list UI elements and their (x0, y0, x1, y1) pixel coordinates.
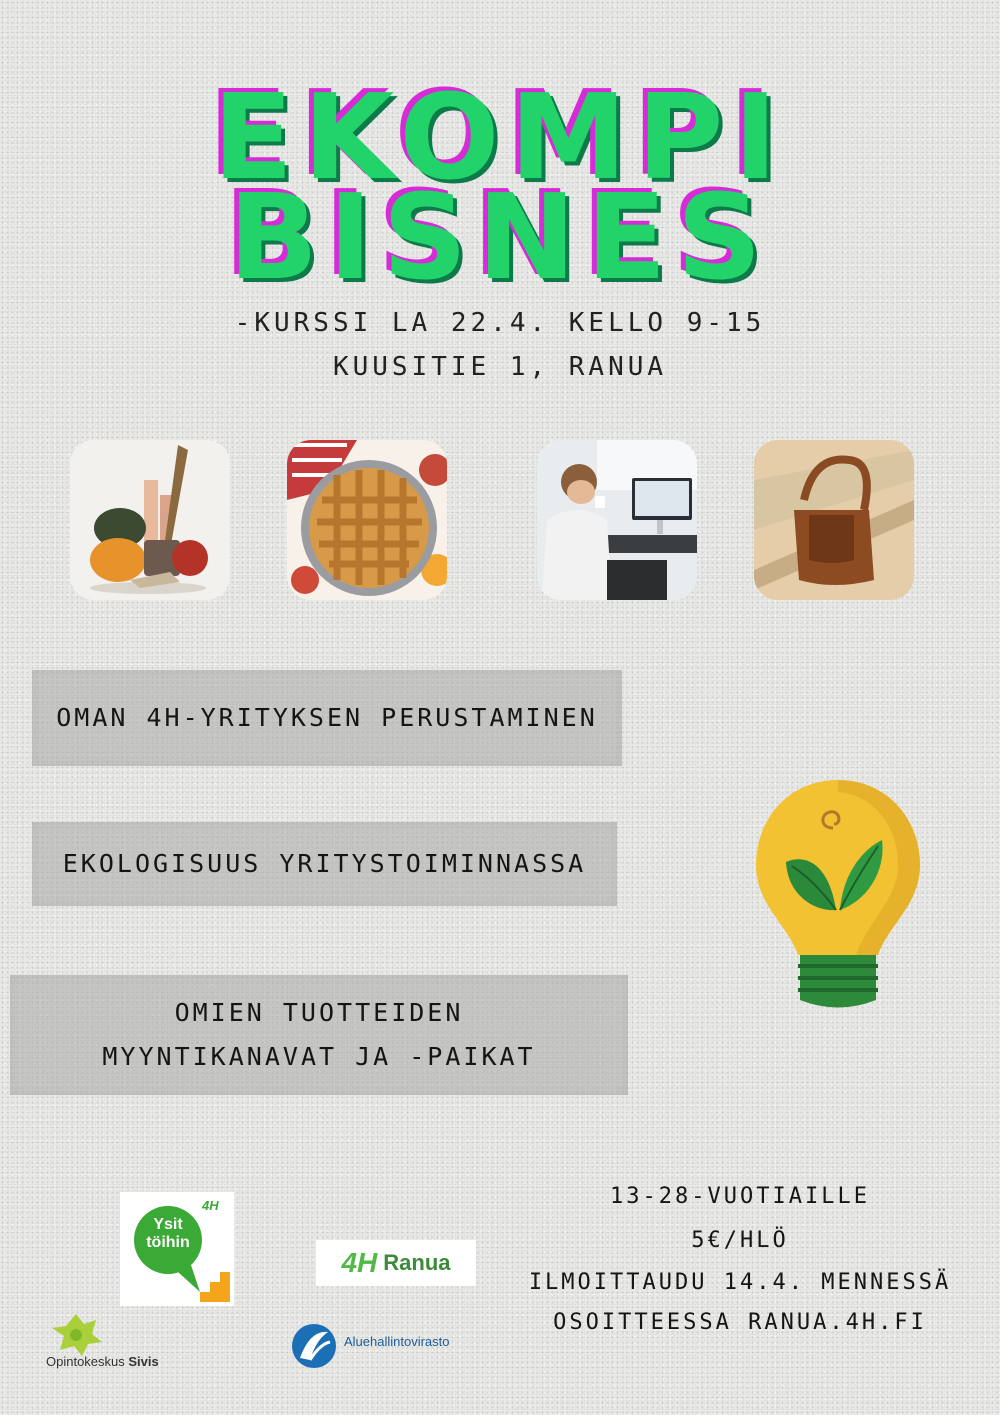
topic-2-text: EKOLOGISUUS YRITYSTOIMINNASSA (62, 849, 587, 879)
lightbulb-leaf-icon (748, 770, 928, 1020)
ysit-line-1: Ysit (153, 1216, 183, 1233)
age-info: 13-28-VUOTIAILLE (610, 1184, 870, 1209)
sivis-logo (46, 1310, 216, 1380)
title-line-2: BISNES (228, 168, 772, 306)
register-info: ILMOITTAUDU 14.4. MENNESSÄ (528, 1270, 952, 1295)
ysit-line-2: töihin (146, 1233, 190, 1251)
seasonal-decor-photo (70, 440, 230, 600)
avi-logo (290, 1318, 490, 1378)
topic-tape-2 (32, 822, 617, 906)
topic-tape-3 (10, 975, 628, 1095)
ysit-badge: 4H (202, 1198, 219, 1213)
handbag-photo (754, 440, 914, 600)
topic-tape-1 (32, 670, 622, 766)
ranua-name: Ranua (383, 1250, 451, 1275)
topic-1-text: OMAN 4H-YRITYKSEN PERUSTAMINEN (56, 703, 598, 733)
course-address: KUUSITIE 1, RANUA (332, 352, 668, 382)
topic-3-line-1: OMIEN TUOTTEIDEN (174, 998, 464, 1028)
sivis-flower-icon (46, 1310, 106, 1358)
address-info: OSOITTEESSA RANUA.4H.FI (553, 1310, 927, 1335)
ysit-toihin-logo (120, 1192, 234, 1306)
sivis-prefix: Opintokeskus (46, 1354, 125, 1369)
sivis-name: Sivis (128, 1354, 159, 1369)
computer-work-photo (537, 440, 697, 600)
pie-photo (287, 440, 447, 600)
avi-emblem-icon (290, 1322, 338, 1370)
price-info: 5€/HLÖ (691, 1228, 789, 1253)
4h-ranua-logo (316, 1240, 476, 1286)
4h-mark: 4H (341, 1247, 378, 1278)
avi-name: Aluehallintovirasto (344, 1334, 450, 1349)
title-line-1: EKOMPI (212, 68, 788, 206)
course-date: -KURSSI LA 22.4. KELLO 9-15 (234, 308, 766, 338)
topic-3-line-2: MYYNTIKANAVAT JA -PAIKAT (102, 1042, 536, 1071)
